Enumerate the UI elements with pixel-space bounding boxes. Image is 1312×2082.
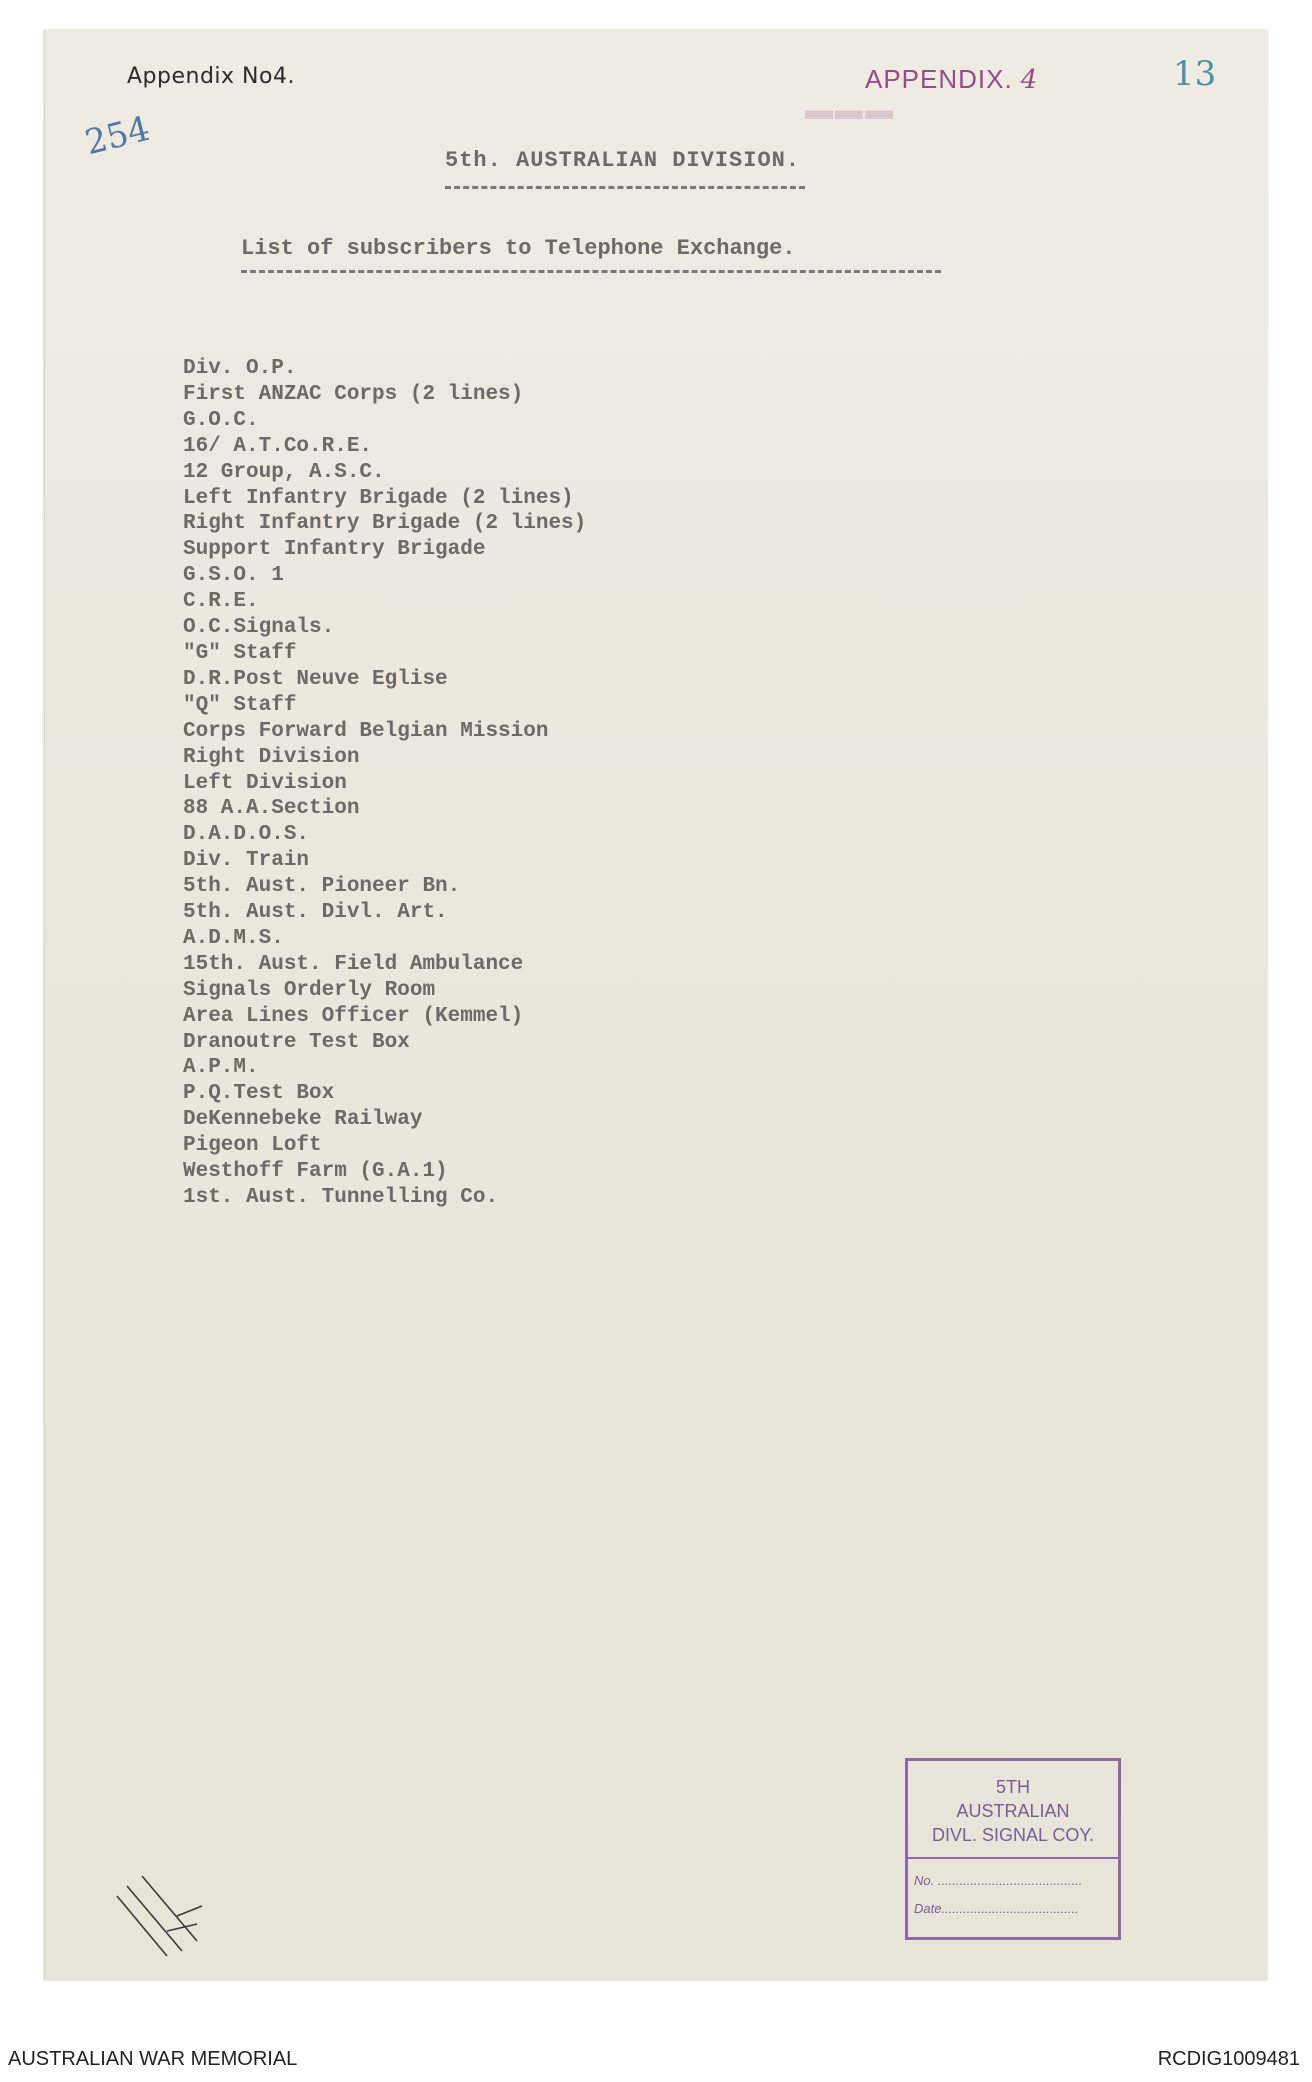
subscriber-item: "Q" Staff <box>183 693 297 717</box>
subscriber-item: Signals Orderly Room <box>183 978 436 1002</box>
subscriber-item: Support Infantry Brigade <box>183 538 486 562</box>
stamp-date-label: Date <box>914 1901 942 1916</box>
appendix-stamp <box>865 64 1038 95</box>
document-page <box>44 30 1267 1980</box>
subscriber-item: Corps Forward Belgian Mission <box>183 719 549 743</box>
subscriber-item: 5th. Aust. Pioneer Bn. <box>183 875 461 899</box>
stamp-divider <box>908 1857 1118 1859</box>
document-subtitle: List of subscribers to Telephone Exchange. <box>241 236 796 261</box>
subscriber-item: First ANZAC Corps (2 lines) <box>183 382 524 406</box>
subscriber-item: "G" Staff <box>183 641 297 665</box>
subscriber-item: O.C.Signals. <box>183 616 335 640</box>
subscriber-list <box>183 356 586 1211</box>
subscriber-item: P.Q.Test Box <box>183 1082 335 1106</box>
stamp-no-field: No. ........................................ <box>914 1873 1083 1888</box>
subscriber-item: Area Lines Officer (Kemmel) <box>183 1004 524 1028</box>
subscriber-item: G.O.C. <box>183 408 259 432</box>
subscriber-item: C.R.E. <box>183 590 259 614</box>
pencil-check-marks-icon <box>107 1856 217 1966</box>
subscriber-item: Dranoutre Test Box <box>183 1030 410 1054</box>
subscriber-item: 1st. Aust. Tunnelling Co. <box>183 1186 499 1209</box>
subtitle-underline <box>241 270 941 273</box>
subscriber-item: G.S.O. 1 <box>183 564 284 588</box>
folio-number-right: 13 <box>1173 54 1217 94</box>
faint-stamp-impression: ▬▬▬ <box>805 94 895 125</box>
stamp-line-3: DIVL. SIGNAL COY. <box>931 1825 1095 1845</box>
stamp-line-2: AUSTRALIAN <box>956 1801 1070 1821</box>
appendix-stamp-label: APPENDIX. <box>865 64 1013 94</box>
stamp-no-label: No. <box>914 1873 935 1888</box>
subscriber-item: Westhoff Farm (G.A.1) <box>183 1160 448 1184</box>
subscriber-item: Left Infantry Brigade (2 lines) <box>183 486 574 510</box>
subscriber-item: A.D.M.S. <box>183 926 284 950</box>
subscriber-item: Right Infantry Brigade (2 lines) <box>183 512 587 536</box>
stamp-date-field: Date...................................... <box>914 1901 1079 1916</box>
footer-record-id: RCDIG1009481 <box>1157 2048 1300 2070</box>
subscriber-item: Pigeon Loft <box>183 1134 322 1158</box>
appendix-handwritten-label: Appendix No4. <box>127 64 295 89</box>
subscriber-item: D.R.Post Neuve Eglise <box>183 667 448 691</box>
subscriber-item: A.P.M. <box>183 1056 259 1080</box>
subscriber-item: 16/ A.T.Co.R.E. <box>183 434 373 458</box>
footer-source: AUSTRALIAN WAR MEMORIAL <box>8 2048 298 2070</box>
folio-number-left: 254 <box>81 108 154 164</box>
subscriber-item: 15th. Aust. Field Ambulance <box>183 952 524 976</box>
signal-company-stamp <box>905 1758 1121 1940</box>
subscriber-item: DeKennebeke Railway <box>183 1108 423 1132</box>
appendix-stamp-number: 4 <box>1020 65 1039 95</box>
subscriber-item: Right Division <box>183 745 360 769</box>
subscriber-item: 5th. Aust. Divl. Art. <box>183 901 448 925</box>
subscriber-item: D.A.D.O.S. <box>183 823 310 847</box>
subscriber-item: 12 Group, A.S.C. <box>183 460 385 484</box>
title-underline <box>445 186 805 189</box>
subscriber-item: 88 A.A.Section <box>183 797 360 821</box>
subscriber-item: Left Division <box>183 771 347 795</box>
subscriber-item: Div. O.P. <box>183 357 297 380</box>
subscriber-item: Div. Train <box>183 849 310 873</box>
document-title: 5th. AUSTRALIAN DIVISION. <box>445 148 801 173</box>
stamp-line-1: 5TH <box>995 1777 1030 1797</box>
